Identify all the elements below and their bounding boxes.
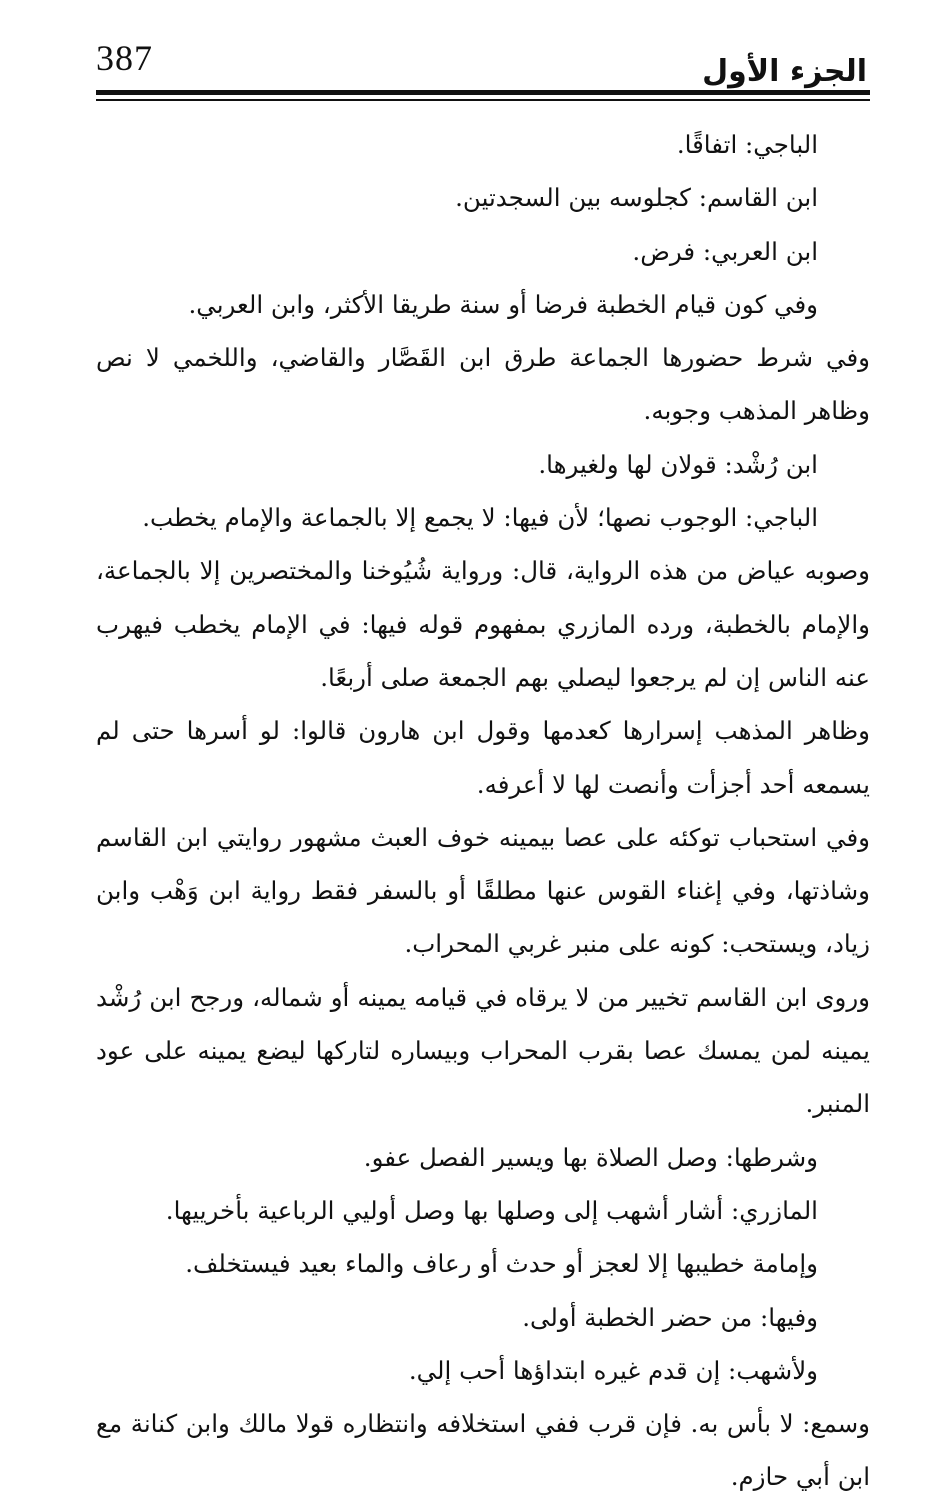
paragraph: وإمامة خطيبها إلا لعجز أو حدث أو رعاف والماء بعيد فيستخلف. (185, 1249, 818, 1279)
paragraph: ابن العربي: فرض. (632, 236, 818, 266)
paragraph: وسمع: لا بأس به. فإن قرب ففي استخلافه وانتظاره قولا مالك وابن كنانة مع ابن أبي حازم. (96, 1409, 870, 1492)
paragraph: ابن القاسم: كجلوسه بين السجدتين. (455, 183, 818, 213)
paragraph: وفي استحباب توكئه على عصا بيمينه خوف العبث مشهور روايتي ابن القاسم وشاذتها، وفي إغناء القوس عنها مطلقًا أو بالسفر فقط رواية ابن وَهْب وابن زياد، ويستحب: كونه على منبر غربي المحراب. (96, 822, 870, 959)
paragraph: وصوبه عياض من هذه الرواية، قال: ورواية شُيُوخنا والمختصرين إلا بالجماعة، والإمام بالخطبة، ورده المازري بمفهوم قوله فيها: في الإمام يخطب فيهرب عنه الناس إن لم يرجعوا ليصلي بهم الجمعة صلى أربعًا. (96, 556, 870, 692)
paragraph: وفيها: من حضر الخطبة أولى. (522, 1302, 818, 1332)
running-title: الجزء الأول (702, 54, 867, 89)
paragraph: وفي كون قيام الخطبة فرضا أو سنة طريقا الأكثر، وابن العربي. (188, 289, 818, 319)
paragraph: وفي شرط حضورها الجماعة طرق ابن القَصَّار والقاضي، واللخمي لا نص وظاهر المذهب وجوبه. (96, 343, 870, 426)
header-rule-thin (96, 99, 870, 101)
paragraph: الباجي: الوجوب نصها؛ لأن فيها: لا يجمع إلا بالجماعة والإمام يخطب. (142, 503, 818, 533)
body-text (96, 118, 870, 1504)
paragraph: ولأشهب: إن قدم غيره ابتداؤها أحب إلي. (408, 1355, 818, 1385)
paragraph: المازري: أشار أشهب إلى وصلها بها وصل أوليي الرباعية بأخرييها. (165, 1195, 818, 1225)
paragraph: وشرطها: وصل الصلاة بها ويسير الفصل عفو. (363, 1142, 818, 1172)
header-rule-thick (96, 90, 870, 95)
paragraph: وروى ابن القاسم تخيير من لا يرقاه في قيامه يمينه أو شماله، ورجح ابن رُشْد يمينه لمن يمسك عصا بقرب المحراب وبيساره لتاركها ليضع يمينه على عود المنبر. (96, 982, 870, 1119)
page-number: 387 (96, 38, 153, 78)
paragraph: الباجي: اتفاقًا. (676, 130, 818, 159)
paragraph: ابن رُشْد: قولان لها ولغيرها. (538, 449, 818, 479)
paragraph: وظاهر المذهب إسرارها كعدمها وقول ابن هارون قالوا: لو أسرها حتى لم يسمعه أحد أجزأت وأنصت لها لا أعرفه. (96, 716, 870, 799)
